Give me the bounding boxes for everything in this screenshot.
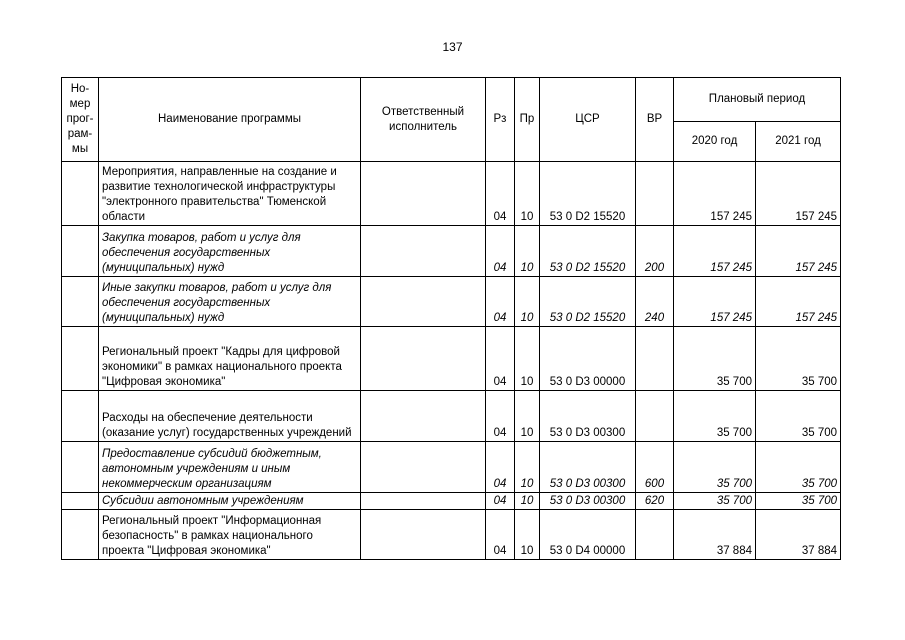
cell-program-number xyxy=(62,162,99,226)
cell-rz: 04 xyxy=(486,510,515,560)
cell-program-number xyxy=(62,510,99,560)
header-rz: Рз xyxy=(486,78,515,162)
cell-amount-2020: 35 700 xyxy=(674,493,756,510)
cell-amount-2021: 35 700 xyxy=(756,391,841,442)
header-vr: ВР xyxy=(636,78,674,162)
cell-program-name: Региональный проект "Кадры для цифровой экономики" в рамках национального проекта "Цифровая экономика" xyxy=(99,327,361,391)
budget-table xyxy=(61,77,841,560)
header-csr: ЦСР xyxy=(540,78,636,162)
cell-csr: 53 0 D3 00300 xyxy=(540,391,636,442)
table-row xyxy=(62,493,841,510)
cell-amount-2021: 35 700 xyxy=(756,442,841,493)
cell-csr: 53 0 D2 15520 xyxy=(540,226,636,277)
cell-vr xyxy=(636,391,674,442)
cell-csr: 53 0 D3 00300 xyxy=(540,493,636,510)
cell-csr: 53 0 D3 00000 xyxy=(540,327,636,391)
cell-program-number xyxy=(62,226,99,277)
cell-vr: 620 xyxy=(636,493,674,510)
cell-vr: 600 xyxy=(636,442,674,493)
cell-executor xyxy=(361,493,486,510)
cell-amount-2021: 157 245 xyxy=(756,277,841,327)
table-row xyxy=(62,226,841,277)
header-year-2021: 2021 год xyxy=(756,122,841,162)
cell-pr: 10 xyxy=(515,510,540,560)
cell-pr: 10 xyxy=(515,226,540,277)
cell-executor xyxy=(361,226,486,277)
cell-pr: 10 xyxy=(515,391,540,442)
table-row xyxy=(62,442,841,493)
cell-program-name: Иные закупки товаров, работ и услуг для обеспечения государственных (муниципальных) нужд xyxy=(99,277,361,327)
cell-amount-2020: 35 700 xyxy=(674,442,756,493)
cell-vr xyxy=(636,162,674,226)
cell-amount-2020: 157 245 xyxy=(674,277,756,327)
table-row xyxy=(62,327,841,391)
cell-rz: 04 xyxy=(486,277,515,327)
header-program-name: Наименование программы xyxy=(99,78,361,162)
cell-rz: 04 xyxy=(486,493,515,510)
cell-program-name: Закупка товаров, работ и услуг для обеспечения государственных (муниципальных) нужд xyxy=(99,226,361,277)
cell-amount-2020: 157 245 xyxy=(674,162,756,226)
cell-amount-2021: 35 700 xyxy=(756,493,841,510)
cell-executor xyxy=(361,327,486,391)
cell-program-name: Субсидии автономным учреждениям xyxy=(99,493,361,510)
cell-pr: 10 xyxy=(515,327,540,391)
cell-pr: 10 xyxy=(515,442,540,493)
cell-program-number xyxy=(62,391,99,442)
cell-program-name: Региональный проект "Информационная безопасность" в рамках национального проекта "Цифровая экономика" xyxy=(99,510,361,560)
cell-vr xyxy=(636,510,674,560)
header-planned-period: Плановый период xyxy=(674,78,841,122)
header-year-2020: 2020 год xyxy=(674,122,756,162)
cell-amount-2020: 35 700 xyxy=(674,327,756,391)
cell-program-name: Предоставление субсидий бюджетным, автономным учреждениям и иным некоммерческим организациям xyxy=(99,442,361,493)
cell-csr: 53 0 D2 15520 xyxy=(540,162,636,226)
cell-program-number xyxy=(62,493,99,510)
cell-amount-2021: 35 700 xyxy=(756,327,841,391)
cell-amount-2020: 37 884 xyxy=(674,510,756,560)
cell-pr: 10 xyxy=(515,162,540,226)
header-pr: Пр xyxy=(515,78,540,162)
cell-rz: 04 xyxy=(486,391,515,442)
table-row xyxy=(62,510,841,560)
cell-executor xyxy=(361,391,486,442)
cell-rz: 04 xyxy=(486,226,515,277)
cell-vr: 240 xyxy=(636,277,674,327)
cell-program-name: Мероприятия, направленные на создание и развитие технологической инфраструктуры "электронного правительства" Тюменской области xyxy=(99,162,361,226)
cell-program-name: Расходы на обеспечение деятельности (оказание услуг) государственных учреждений xyxy=(99,391,361,442)
cell-amount-2021: 37 884 xyxy=(756,510,841,560)
cell-amount-2020: 35 700 xyxy=(674,391,756,442)
cell-csr: 53 0 D3 00300 xyxy=(540,442,636,493)
cell-rz: 04 xyxy=(486,162,515,226)
cell-program-number xyxy=(62,327,99,391)
cell-pr: 10 xyxy=(515,277,540,327)
cell-rz: 04 xyxy=(486,442,515,493)
cell-executor xyxy=(361,442,486,493)
table-row xyxy=(62,162,841,226)
cell-csr: 53 0 D4 00000 xyxy=(540,510,636,560)
table-body xyxy=(62,162,841,560)
header-program-number: Но-мер прог-рам-мы xyxy=(62,78,99,162)
cell-rz: 04 xyxy=(486,327,515,391)
cell-executor xyxy=(361,277,486,327)
cell-amount-2021: 157 245 xyxy=(756,226,841,277)
cell-program-number xyxy=(62,277,99,327)
table-row xyxy=(62,277,841,327)
cell-vr: 200 xyxy=(636,226,674,277)
cell-vr xyxy=(636,327,674,391)
cell-amount-2021: 157 245 xyxy=(756,162,841,226)
cell-program-number xyxy=(62,442,99,493)
cell-csr: 53 0 D2 15520 xyxy=(540,277,636,327)
cell-executor xyxy=(361,162,486,226)
cell-executor xyxy=(361,510,486,560)
page-number: 137 xyxy=(442,40,463,54)
table-row xyxy=(62,391,841,442)
header-executor: Ответственный исполнитель xyxy=(361,78,486,162)
cell-amount-2020: 157 245 xyxy=(674,226,756,277)
cell-pr: 10 xyxy=(515,493,540,510)
